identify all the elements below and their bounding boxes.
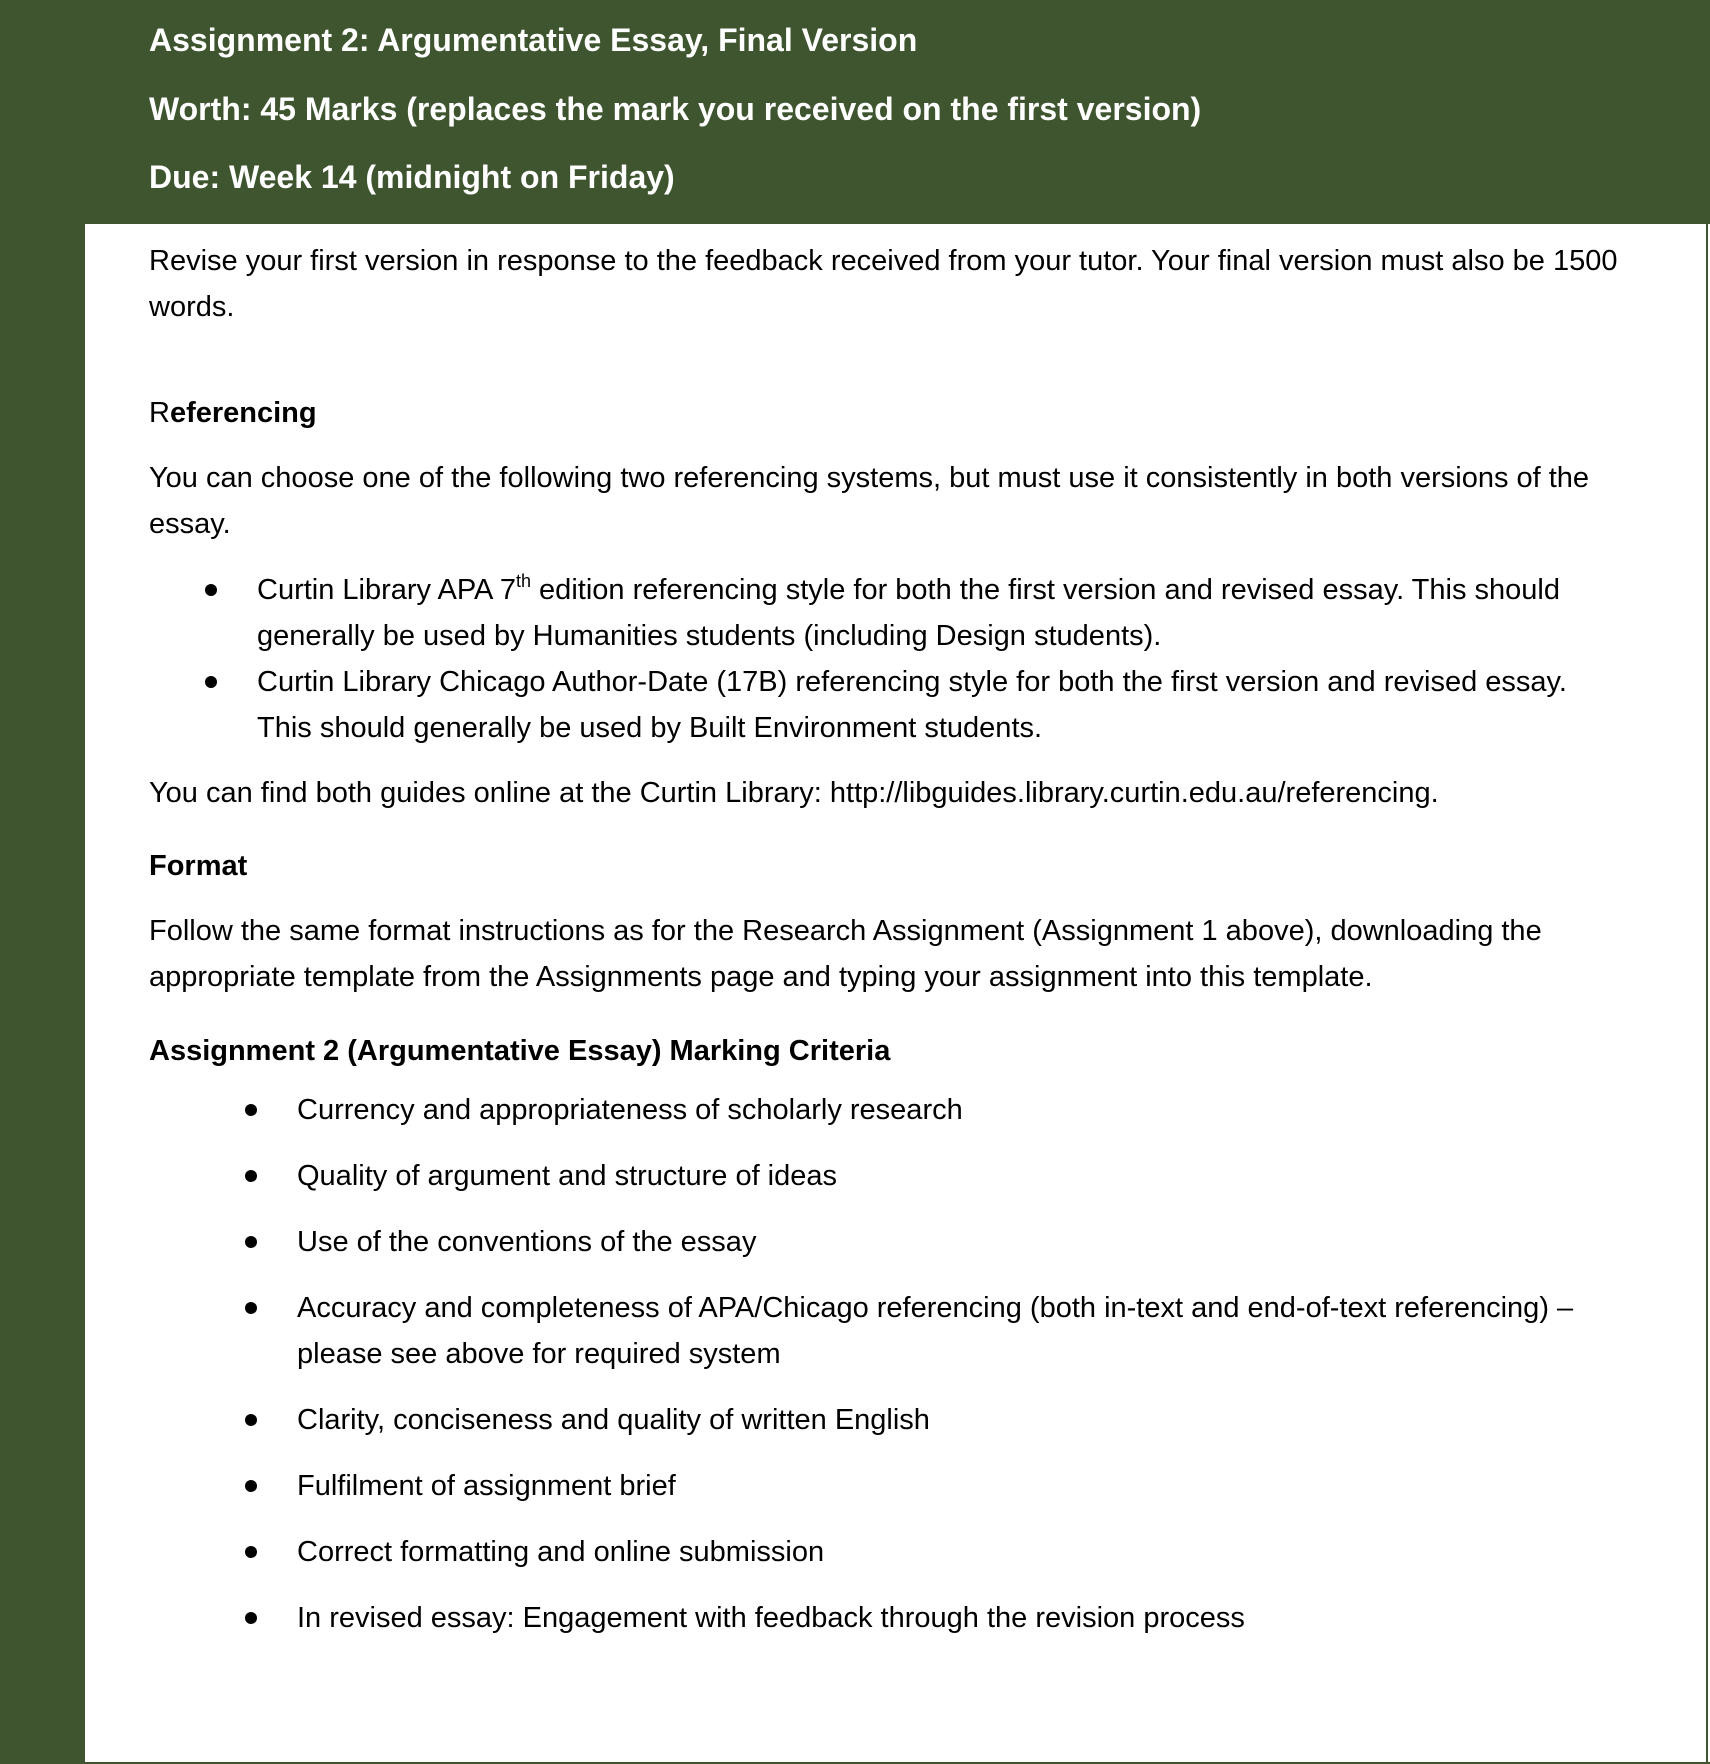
criteria-item: In revised essay: Engagement with feedback through the revision process bbox=[297, 1602, 1245, 1634]
bullet-icon bbox=[245, 1414, 257, 1426]
list-item bbox=[149, 1285, 1629, 1377]
intro-paragraph: Revise your first version in response to the feedback received from your tutor. Your final version must also be 1500 words. bbox=[149, 245, 1618, 323]
assignment-content bbox=[149, 238, 1629, 1641]
criteria-item: Quality of argument and structure of ideas bbox=[297, 1160, 838, 1192]
list-item bbox=[149, 1153, 1629, 1199]
criteria-item: Fulfilment of assignment brief bbox=[297, 1470, 676, 1502]
referencing-intro: You can choose one of the following two referencing systems, but must use it consistently in both versions of the essay. bbox=[149, 462, 1590, 540]
list-item bbox=[149, 1529, 1629, 1575]
referencing-heading-initial: R bbox=[149, 397, 170, 429]
referencing-item-apa-superscript: th bbox=[515, 571, 531, 591]
criteria-item: Currency and appropriateness of scholarly research bbox=[297, 1094, 963, 1126]
assignment-title: Assignment 2: Argumentative Essay, Final Version bbox=[149, 22, 918, 58]
format-heading: Format bbox=[149, 850, 248, 882]
assignment-header bbox=[0, 0, 1710, 224]
bullet-icon bbox=[245, 1302, 257, 1314]
list-item bbox=[149, 567, 1629, 659]
bullet-icon bbox=[205, 676, 217, 688]
criteria-list bbox=[149, 1087, 1629, 1641]
referencing-item-chicago: Curtin Library Chicago Author-Date (17B) referencing style for both the first version and revised essay. This should generally be used by Built Environment students. bbox=[257, 666, 1567, 744]
bullet-icon bbox=[205, 584, 217, 596]
list-item bbox=[149, 1595, 1629, 1641]
left-accent-bar bbox=[0, 0, 85, 1764]
list-item bbox=[149, 659, 1629, 751]
criteria-item: Use of the conventions of the essay bbox=[297, 1226, 757, 1258]
referencing-item-apa-before: Curtin Library APA 7 bbox=[257, 574, 516, 606]
referencing-list bbox=[149, 567, 1629, 751]
list-item bbox=[149, 1087, 1629, 1133]
criteria-item: Accuracy and completeness of APA/Chicago referencing (both in-text and end-of-text referencing) – please see above for required system bbox=[297, 1292, 1574, 1370]
assignment-due: Due: Week 14 (midnight on Friday) bbox=[149, 159, 675, 195]
list-item bbox=[149, 1397, 1629, 1443]
criteria-item: Clarity, conciseness and quality of written English bbox=[297, 1404, 930, 1436]
referencing-item-apa-after: edition referencing style for both the first version and revised essay. This should generally be used by Humanities students (including Design students). bbox=[257, 574, 1560, 652]
bullet-icon bbox=[245, 1480, 257, 1492]
list-item bbox=[149, 1219, 1629, 1265]
bullet-icon bbox=[245, 1612, 257, 1624]
referencing-heading bbox=[149, 390, 1629, 436]
bullet-icon bbox=[245, 1104, 257, 1116]
right-border bbox=[1706, 224, 1708, 1764]
referencing-guides: You can find both guides online at the Curtin Library: http://libguides.library.curtin.edu.au/referencing. bbox=[149, 777, 1439, 809]
criteria-item: Correct formatting and online submission bbox=[297, 1536, 825, 1568]
list-item bbox=[149, 1463, 1629, 1509]
criteria-heading: Assignment 2 (Argumentative Essay) Marking Criteria bbox=[149, 1035, 891, 1067]
referencing-heading-rest: eferencing bbox=[169, 397, 317, 429]
bullet-icon bbox=[245, 1170, 257, 1182]
assignment-worth: Worth: 45 Marks (replaces the mark you received on the first version) bbox=[149, 91, 1202, 127]
bullet-icon bbox=[245, 1236, 257, 1248]
bullet-icon bbox=[245, 1546, 257, 1558]
format-paragraph: Follow the same format instructions as for the Research Assignment (Assignment 1 above), downloading the appropriate template from the Assignments page and typing your assignment into this template. bbox=[149, 915, 1542, 993]
